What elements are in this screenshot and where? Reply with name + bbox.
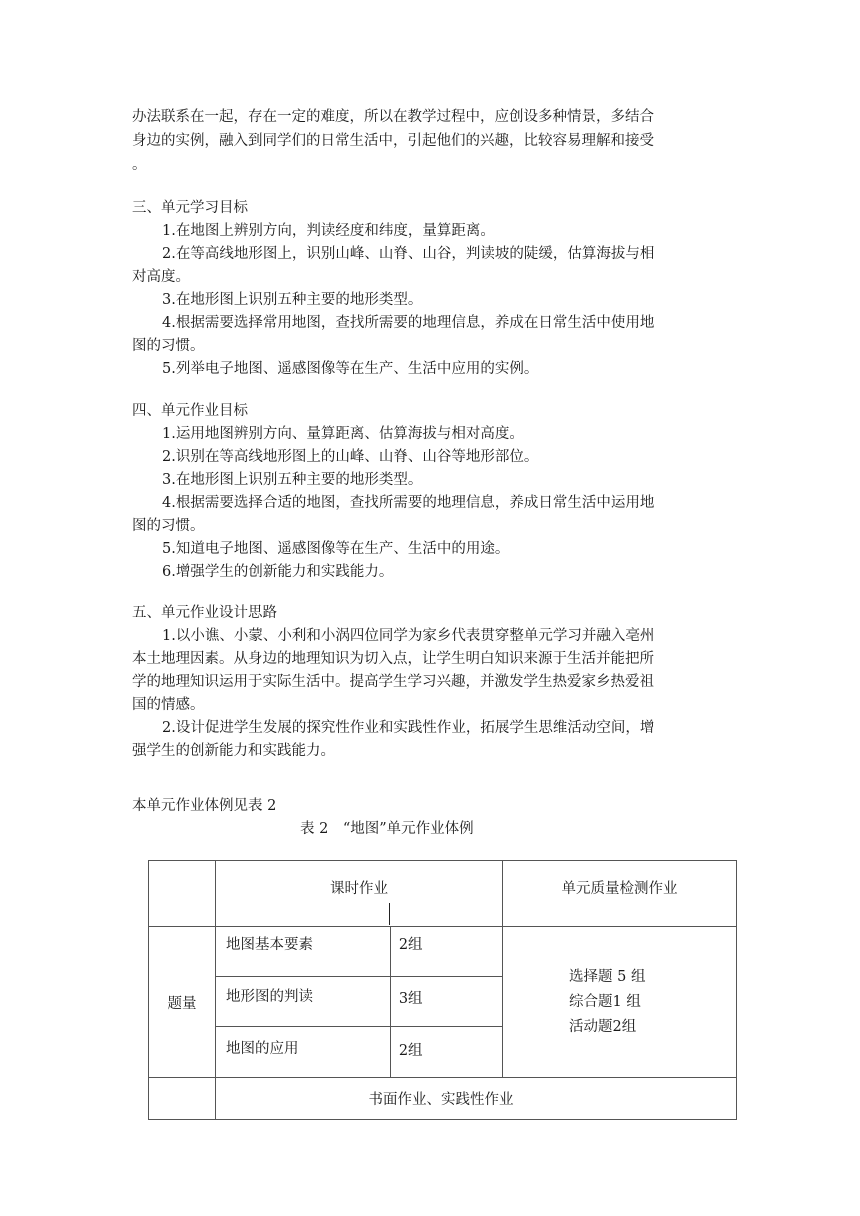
section-heading: 三、单元学习目标 (132, 200, 248, 216)
row-label-quantity: 题量 (149, 927, 216, 1078)
list-item: 6.增强学生的创新能力和实践能力。 (162, 564, 394, 580)
list-item: 2.识别在等高线地形图上的山峰、山脊、山谷等地形部位。 (162, 449, 539, 465)
paragraph-line: 。 (132, 157, 147, 173)
paragraph-line: 办法联系在一起，存在一定的难度，所以在教学过程中，应创设多种情景，多结合 (132, 109, 654, 125)
list-item: 对高度。 (132, 269, 190, 285)
table-divider-line (389, 903, 390, 925)
list-item: 5.知道电子地图、遥感图像等在生产、生活中的用途。 (162, 541, 510, 557)
header-unit-label: 单元质量检测作业 (561, 881, 678, 897)
list-item: 3.在地形图上识别五种主要的地形类型。 (162, 292, 423, 308)
list-item: 4.根据需要选择合适的地图，查找所需要的地理信息，养成日常生活中运用地 (162, 495, 655, 511)
paragraph-line: 身边的实例，融入到同学们的日常生活中，引起他们的兴趣，比较容易理解和接受 (132, 133, 654, 149)
list-item: 2.在等高线地形图上，识别山峰、山脊、山谷，判读坡的陡缓，估算海拔与相 (162, 246, 655, 262)
topic-cell: 地图基本要素 (216, 927, 391, 977)
count-cell: 2组 (390, 927, 502, 977)
list-item: 2.设计促进学生发展的探究性作业和实践性作业，拓展学生思维活动空间，增 (162, 720, 655, 736)
list-item: 强学生的创新能力和实践能力。 (132, 743, 335, 759)
section-heading: 五、单元作业设计思路 (132, 605, 277, 621)
table-footer-type: 书面作业、实践性作业 (216, 1078, 737, 1120)
unit-test-quantity: 选择题 5 组 综合题1 组 活动题2组 (503, 927, 737, 1078)
table-reference: 本单元作业体例见表 2 (132, 798, 277, 814)
list-item: 1.运用地图辨别方向、量算距离、估算海拔与相对高度。 (162, 426, 524, 442)
table-footer-blank (149, 1078, 216, 1120)
header-lesson-label: 课时作业 (330, 881, 388, 897)
list-item: 5.列举电子地图、遥感图像等在生产、生活中应用的实例。 (162, 361, 539, 377)
list-item: 1.以小谯、小蒙、小利和小涡四位同学为家乡代表贯穿整单元学习并融入亳州 (162, 628, 655, 644)
list-item: 学的地理知识运用于实际生活中。提高学生学习兴趣，并激发学生热爱家乡热爱祖 (132, 674, 654, 690)
header-unit-test (503, 861, 737, 927)
count-cell: 2组 (390, 1027, 502, 1078)
list-item: 图的习惯。 (132, 338, 205, 354)
assignment-table (148, 860, 737, 1120)
list-item: 国的情感。 (132, 697, 205, 713)
topic-cell: 地形图的判读 (216, 977, 391, 1027)
list-item: 图的习惯。 (132, 518, 205, 534)
table-caption: 表 2 “地图”单元作业体例 (300, 821, 474, 837)
count-cell: 3组 (390, 977, 502, 1027)
list-item: 本土地理因素。从身边的地理知识为切入点，让学生明白知识来源于生活并能把所 (132, 651, 654, 667)
topic-cell: 地图的应用 (216, 1027, 391, 1078)
list-item: 4.根据需要选择常用地图，查找所需要的地理信息，养成在日常生活中使用地 (162, 315, 655, 331)
list-item: 3.在地形图上识别五种主要的地形类型。 (162, 472, 423, 488)
list-item: 1.在地图上辨别方向，判读经度和纬度，量算距离。 (162, 223, 495, 239)
section-heading: 四、单元作业目标 (132, 403, 248, 419)
header-lesson-homework (216, 861, 503, 927)
table-corner-cell (149, 861, 216, 927)
